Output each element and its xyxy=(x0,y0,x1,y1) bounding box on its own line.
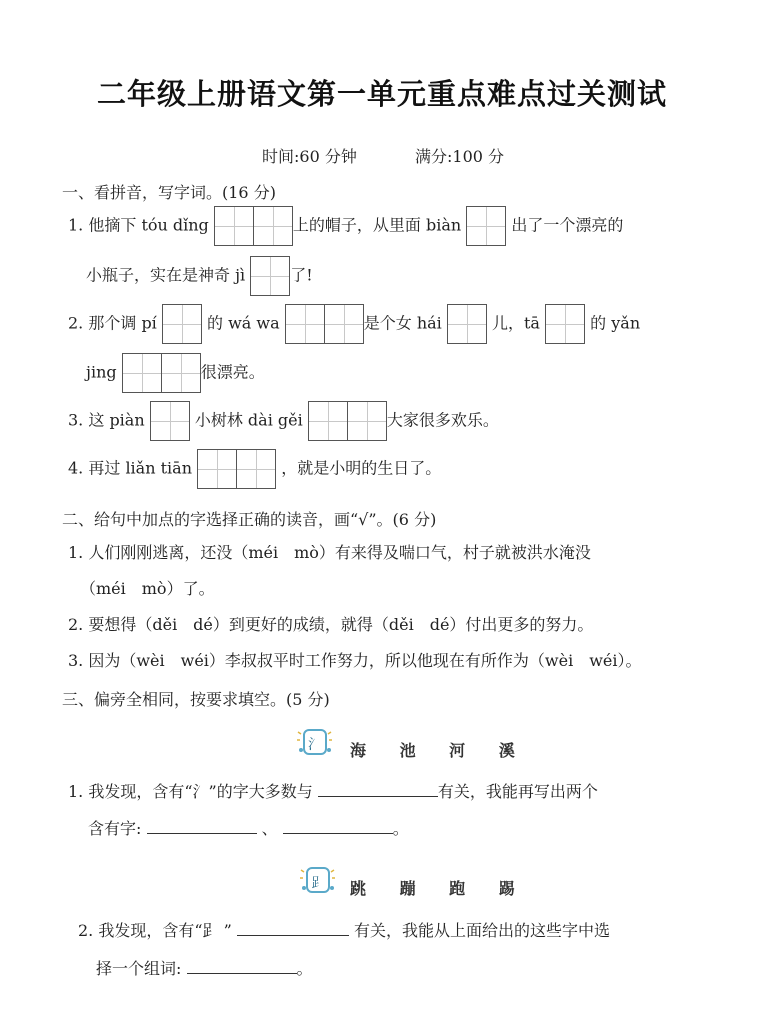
answer-blank-foot-word[interactable] xyxy=(187,955,297,974)
s1-q2-line2 xyxy=(86,353,265,393)
answer-box-ta[interactable] xyxy=(545,304,585,344)
s1-q4-text-b: ，就是小明的生日了。 xyxy=(281,458,442,478)
answer-box-wa-wa[interactable] xyxy=(285,304,364,344)
s1-q1-line1 xyxy=(68,206,623,246)
s1-q3-text-c: 大家很多欢乐。 xyxy=(386,410,499,430)
answer-box-tou-ding[interactable] xyxy=(214,206,293,246)
s3-q2-line2 xyxy=(96,955,313,981)
answer-box-pi[interactable] xyxy=(162,304,202,344)
radical-foot-pictogram xyxy=(298,862,338,896)
answer-blank-water-meaning[interactable] xyxy=(318,778,438,797)
s1-q1-text-b: 上的帽子，从里面 biàn xyxy=(292,215,462,235)
radical-water-pictogram xyxy=(295,724,335,758)
time-limit: 时间:60 分钟 xyxy=(262,147,357,166)
answer-box-ji[interactable] xyxy=(250,256,290,296)
answer-box-liang-tian[interactable] xyxy=(197,449,276,489)
s1-q2-line1 xyxy=(68,304,640,344)
answer-box-hai[interactable] xyxy=(447,304,487,344)
s1-q3-text-b: 小树林 dài gěi xyxy=(194,410,303,430)
answer-box-dai-gei[interactable] xyxy=(308,401,387,441)
s1-q2-text-e: 的 yǎn xyxy=(590,313,641,333)
s1-q1-line2 xyxy=(86,256,313,296)
s3-q1-text-e: 。 xyxy=(392,819,409,838)
s3-q1-text-a: 1. 我发现，含有“氵”的字大多数与 xyxy=(68,782,313,801)
page-title: 二年级上册语文第一单元重点难点过关测试 xyxy=(96,77,667,111)
group1-characters: 海 池 河 溪 xyxy=(350,741,529,760)
section1-heading: 一、看拼音，写字词。(16 分) xyxy=(62,183,276,202)
s3-q2-line1 xyxy=(78,917,610,943)
s3-q1-line2 xyxy=(88,815,409,841)
s3-q1-line1 xyxy=(68,778,598,804)
s3-q1-text-d: 、 xyxy=(261,819,278,838)
answer-blank-water-char1[interactable] xyxy=(147,815,257,834)
section3-heading: 三、偏旁全相同，按要求填空。(5 分) xyxy=(62,690,330,709)
s2-q1-line2: （méi mò）了。 xyxy=(80,579,215,598)
s1-q1-text-c: 出了一个漂亮的 xyxy=(511,215,624,235)
s1-q2-text-c: 是个女 hái xyxy=(363,313,442,333)
s2-q2: 2. 要想得（děi dé）到更好的成绩，就得（děi dé）付出更多的努力。 xyxy=(68,615,594,634)
pictogram-foot-icon xyxy=(298,862,338,896)
answer-blank-foot-meaning[interactable] xyxy=(237,917,349,936)
s1-q2-text-g: 很漂亮。 xyxy=(200,362,265,382)
s3-q2-text-b: 有关，我能从上面给出的这些字中选 xyxy=(354,921,611,940)
answer-box-yan-jing[interactable] xyxy=(122,353,201,393)
s1-q4 xyxy=(68,449,441,489)
s1-q3 xyxy=(68,401,499,441)
s3-q1-text-c: 含有字: xyxy=(88,819,142,838)
s1-q2-text-f: jing xyxy=(86,362,117,382)
s1-q2-text-d: 儿，tā xyxy=(492,313,540,333)
s1-q2-text-b: 的 wá wa xyxy=(207,313,280,333)
s2-q3: 3. 因为（wèi wéi）李叔叔平时工作努力，所以他现在有所作为（wèi wéi）。 xyxy=(68,651,642,670)
s3-q1-text-b: 有关，我能再写出两个 xyxy=(437,782,598,801)
s1-q1-text-d: 小瓶子，实在是神奇 jì xyxy=(86,265,246,285)
s1-q1-text-e: 了! xyxy=(290,265,313,285)
s3-q2-text-d: 。 xyxy=(296,959,313,978)
s1-q4-text-a: 4. 再过 liǎn tiān xyxy=(68,458,192,478)
answer-box-pian[interactable] xyxy=(150,401,190,441)
group2-characters: 跳 蹦 跑 踢 xyxy=(350,879,529,898)
s1-q2-text-a: 2. 那个调 pí xyxy=(68,313,157,333)
full-score: 满分:100 分 xyxy=(415,147,505,166)
s1-q1-text-a: 1. 他摘下 tóu dǐng xyxy=(68,215,209,235)
s1-q3-text-a: 3. 这 piàn xyxy=(68,410,145,430)
s3-q2-text-a: 2. 我发现，含有“𧾷 ” xyxy=(78,921,232,940)
answer-blank-water-char2[interactable] xyxy=(283,815,393,834)
pictogram-water-radical: 氵 xyxy=(308,737,322,753)
s3-q2-text-c: 择一个组词: xyxy=(96,959,182,978)
section2-heading: 二、给句中加点的字选择正确的读音，画“√”。(6 分) xyxy=(62,510,437,529)
answer-box-bian[interactable] xyxy=(466,206,506,246)
s2-q1-line1: 1. 人们刚刚逃离，还没（méi mò）有来得及喘口气，村子就被洪水淹没 xyxy=(68,543,591,562)
pictogram-foot-radical: 𧾷 xyxy=(311,876,325,891)
pictogram-water-icon xyxy=(295,724,335,758)
